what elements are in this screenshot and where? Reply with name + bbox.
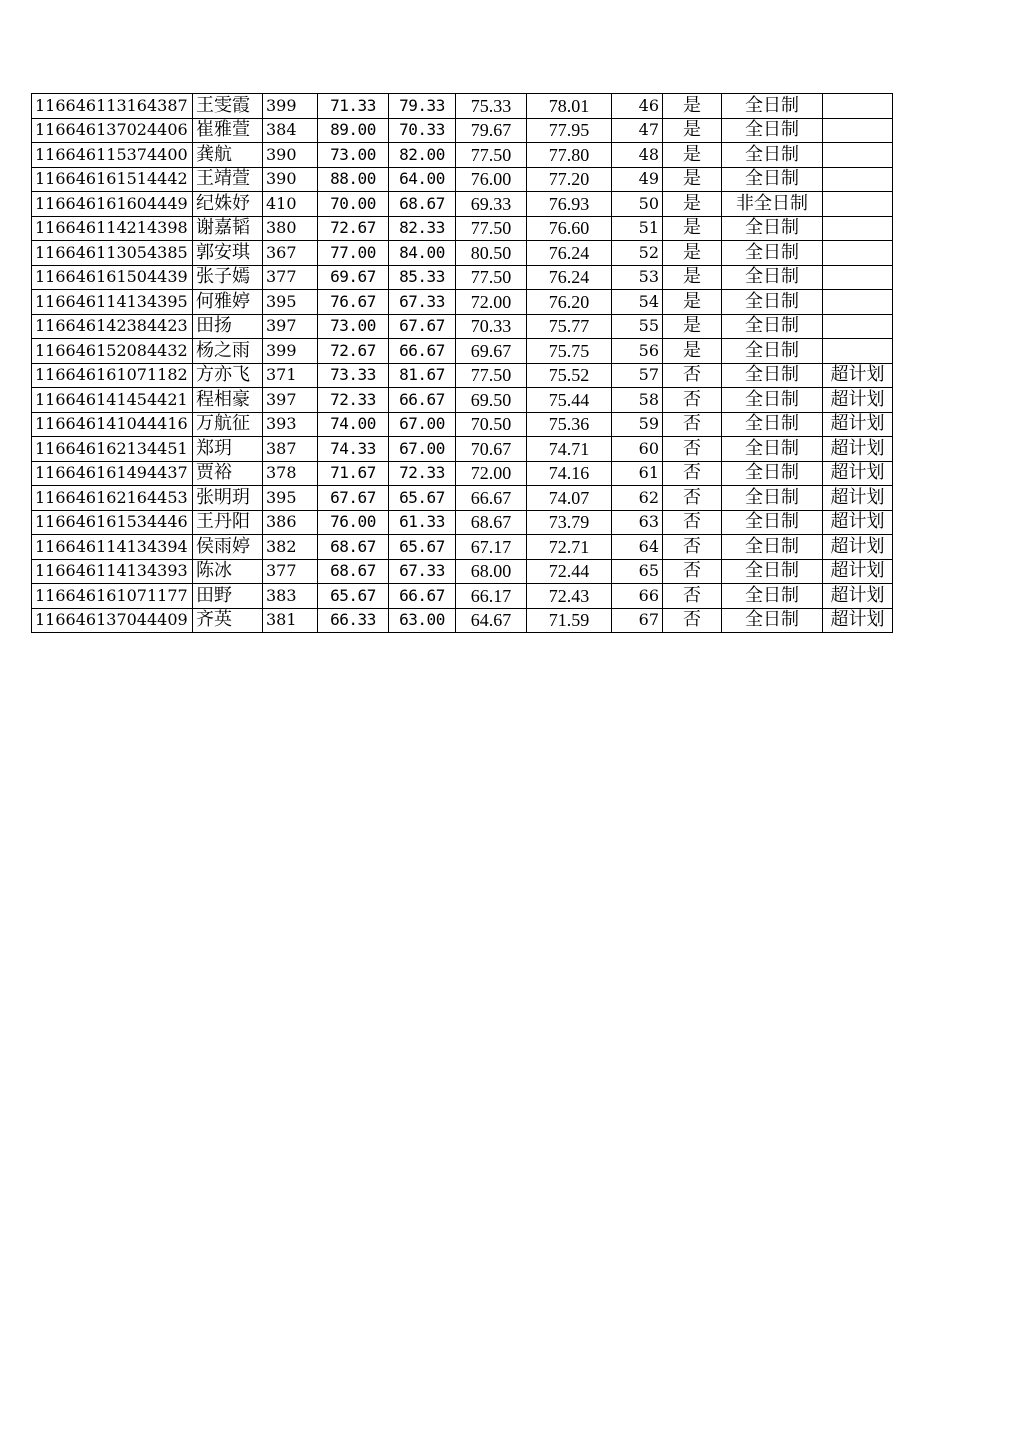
initial-score-cell: 384 [263, 118, 318, 143]
rank-cell: 55 [612, 314, 663, 339]
initial-score-cell: 381 [263, 608, 318, 633]
retest-score-2-cell: 66.67 [389, 584, 456, 609]
retest-average-cell: 67.17 [456, 535, 527, 560]
note-cell [823, 314, 893, 339]
name-cell: 纪姝妤 [193, 192, 263, 217]
table-row [32, 94, 893, 119]
initial-score-cell: 395 [263, 290, 318, 315]
retest-score-1-cell: 65.67 [318, 584, 389, 609]
candidate-id-cell: 116646141454421 [32, 388, 193, 413]
initial-score-cell: 390 [263, 143, 318, 168]
candidate-id-cell: 116646152084432 [32, 339, 193, 364]
total-score-cell: 78.01 [527, 94, 612, 119]
retest-score-1-cell: 70.00 [318, 192, 389, 217]
retest-score-2-cell: 79.33 [389, 94, 456, 119]
study-mode-cell: 全日制 [722, 437, 823, 462]
initial-score-cell: 395 [263, 486, 318, 511]
candidate-id-cell: 116646142384423 [32, 314, 193, 339]
retest-average-cell: 68.00 [456, 559, 527, 584]
retest-score-2-cell: 82.00 [389, 143, 456, 168]
table-row [32, 143, 893, 168]
name-cell: 程相豪 [193, 388, 263, 413]
retest-average-cell: 70.50 [456, 412, 527, 437]
study-mode-cell: 全日制 [722, 265, 823, 290]
candidate-id-cell: 116646115374400 [32, 143, 193, 168]
note-cell [823, 94, 893, 119]
name-cell: 张明玥 [193, 486, 263, 511]
name-cell: 万航征 [193, 412, 263, 437]
candidate-id-cell: 116646141044416 [32, 412, 193, 437]
candidate-id-cell: 116646161504439 [32, 265, 193, 290]
initial-score-cell: 383 [263, 584, 318, 609]
retest-average-cell: 69.67 [456, 339, 527, 364]
retest-score-1-cell: 88.00 [318, 167, 389, 192]
table-row [32, 510, 893, 535]
admitted-cell: 否 [663, 486, 722, 511]
study-mode-cell: 全日制 [722, 363, 823, 388]
retest-score-2-cell: 66.67 [389, 339, 456, 364]
admitted-cell: 否 [663, 412, 722, 437]
note-cell: 超计划 [823, 535, 893, 560]
admitted-cell: 否 [663, 363, 722, 388]
total-score-cell: 74.07 [527, 486, 612, 511]
total-score-cell: 72.71 [527, 535, 612, 560]
initial-score-cell: 390 [263, 167, 318, 192]
rank-cell: 51 [612, 216, 663, 241]
retest-score-2-cell: 85.33 [389, 265, 456, 290]
name-cell: 贾裕 [193, 461, 263, 486]
total-score-cell: 72.44 [527, 559, 612, 584]
admitted-cell: 是 [663, 216, 722, 241]
retest-average-cell: 72.00 [456, 290, 527, 315]
total-score-cell: 75.52 [527, 363, 612, 388]
rank-cell: 62 [612, 486, 663, 511]
table-row [32, 241, 893, 266]
rank-cell: 61 [612, 461, 663, 486]
retest-average-cell: 66.17 [456, 584, 527, 609]
note-cell: 超计划 [823, 510, 893, 535]
study-mode-cell: 全日制 [722, 143, 823, 168]
score-table-body [32, 94, 893, 633]
note-cell: 超计划 [823, 437, 893, 462]
admitted-cell: 否 [663, 461, 722, 486]
admitted-cell: 否 [663, 608, 722, 633]
candidate-id-cell: 116646161604449 [32, 192, 193, 217]
study-mode-cell: 全日制 [722, 241, 823, 266]
rank-cell: 60 [612, 437, 663, 462]
table-row [32, 192, 893, 217]
retest-average-cell: 76.00 [456, 167, 527, 192]
initial-score-cell: 377 [263, 559, 318, 584]
rank-cell: 64 [612, 535, 663, 560]
rank-cell: 50 [612, 192, 663, 217]
retest-score-1-cell: 76.00 [318, 510, 389, 535]
retest-average-cell: 69.50 [456, 388, 527, 413]
note-cell: 超计划 [823, 608, 893, 633]
name-cell: 王雯霞 [193, 94, 263, 119]
candidate-id-cell: 116646162134451 [32, 437, 193, 462]
total-score-cell: 75.44 [527, 388, 612, 413]
study-mode-cell: 全日制 [722, 608, 823, 633]
score-table [31, 93, 893, 633]
retest-score-1-cell: 72.67 [318, 216, 389, 241]
retest-score-1-cell: 74.00 [318, 412, 389, 437]
retest-average-cell: 66.67 [456, 486, 527, 511]
rank-cell: 56 [612, 339, 663, 364]
initial-score-cell: 399 [263, 339, 318, 364]
table-row [32, 461, 893, 486]
study-mode-cell: 全日制 [722, 290, 823, 315]
note-cell: 超计划 [823, 363, 893, 388]
candidate-id-cell: 116646161514442 [32, 167, 193, 192]
retest-score-1-cell: 69.67 [318, 265, 389, 290]
retest-score-1-cell: 73.00 [318, 143, 389, 168]
candidate-id-cell: 116646113164387 [32, 94, 193, 119]
retest-average-cell: 70.67 [456, 437, 527, 462]
retest-score-2-cell: 66.67 [389, 388, 456, 413]
total-score-cell: 73.79 [527, 510, 612, 535]
candidate-id-cell: 116646161071182 [32, 363, 193, 388]
retest-average-cell: 77.50 [456, 143, 527, 168]
table-row [32, 167, 893, 192]
note-cell [823, 265, 893, 290]
total-score-cell: 72.43 [527, 584, 612, 609]
retest-score-1-cell: 71.33 [318, 94, 389, 119]
study-mode-cell: 全日制 [722, 486, 823, 511]
rank-cell: 67 [612, 608, 663, 633]
total-score-cell: 75.75 [527, 339, 612, 364]
retest-average-cell: 77.50 [456, 265, 527, 290]
total-score-cell: 74.71 [527, 437, 612, 462]
rank-cell: 58 [612, 388, 663, 413]
study-mode-cell: 全日制 [722, 314, 823, 339]
name-cell: 谢嘉韬 [193, 216, 263, 241]
rank-cell: 49 [612, 167, 663, 192]
name-cell: 王丹阳 [193, 510, 263, 535]
name-cell: 王靖萱 [193, 167, 263, 192]
candidate-id-cell: 116646113054385 [32, 241, 193, 266]
retest-score-2-cell: 67.67 [389, 314, 456, 339]
study-mode-cell: 全日制 [722, 510, 823, 535]
retest-score-1-cell: 76.67 [318, 290, 389, 315]
initial-score-cell: 378 [263, 461, 318, 486]
candidate-id-cell: 116646137044409 [32, 608, 193, 633]
total-score-cell: 75.77 [527, 314, 612, 339]
name-cell: 方亦飞 [193, 363, 263, 388]
table-row [32, 290, 893, 315]
admitted-cell: 是 [663, 143, 722, 168]
rank-cell: 52 [612, 241, 663, 266]
name-cell: 齐英 [193, 608, 263, 633]
retest-score-1-cell: 67.67 [318, 486, 389, 511]
total-score-cell: 75.36 [527, 412, 612, 437]
retest-average-cell: 77.50 [456, 363, 527, 388]
name-cell: 杨之雨 [193, 339, 263, 364]
retest-score-2-cell: 61.33 [389, 510, 456, 535]
initial-score-cell: 380 [263, 216, 318, 241]
rank-cell: 46 [612, 94, 663, 119]
retest-average-cell: 68.67 [456, 510, 527, 535]
retest-score-2-cell: 81.67 [389, 363, 456, 388]
retest-score-1-cell: 71.67 [318, 461, 389, 486]
name-cell: 田野 [193, 584, 263, 609]
note-cell [823, 241, 893, 266]
retest-score-2-cell: 63.00 [389, 608, 456, 633]
admitted-cell: 是 [663, 339, 722, 364]
total-score-cell: 76.20 [527, 290, 612, 315]
table-row [32, 363, 893, 388]
note-cell: 超计划 [823, 559, 893, 584]
name-cell: 陈冰 [193, 559, 263, 584]
total-score-cell: 77.80 [527, 143, 612, 168]
total-score-cell: 74.16 [527, 461, 612, 486]
admitted-cell: 是 [663, 192, 722, 217]
candidate-id-cell: 116646161534446 [32, 510, 193, 535]
admitted-cell: 是 [663, 241, 722, 266]
retest-score-2-cell: 67.33 [389, 559, 456, 584]
note-cell: 超计划 [823, 486, 893, 511]
retest-score-2-cell: 70.33 [389, 118, 456, 143]
rank-cell: 57 [612, 363, 663, 388]
name-cell: 田扬 [193, 314, 263, 339]
note-cell [823, 143, 893, 168]
candidate-id-cell: 116646114134393 [32, 559, 193, 584]
candidate-id-cell: 116646114214398 [32, 216, 193, 241]
table-row [32, 265, 893, 290]
initial-score-cell: 367 [263, 241, 318, 266]
initial-score-cell: 393 [263, 412, 318, 437]
rank-cell: 59 [612, 412, 663, 437]
retest-average-cell: 64.67 [456, 608, 527, 633]
total-score-cell: 76.93 [527, 192, 612, 217]
initial-score-cell: 399 [263, 94, 318, 119]
note-cell: 超计划 [823, 461, 893, 486]
note-cell [823, 290, 893, 315]
admitted-cell: 否 [663, 388, 722, 413]
retest-average-cell: 79.67 [456, 118, 527, 143]
initial-score-cell: 397 [263, 388, 318, 413]
retest-score-1-cell: 77.00 [318, 241, 389, 266]
admitted-cell: 否 [663, 559, 722, 584]
study-mode-cell: 全日制 [722, 412, 823, 437]
table-row [32, 559, 893, 584]
rank-cell: 48 [612, 143, 663, 168]
note-cell [823, 167, 893, 192]
candidate-id-cell: 116646161494437 [32, 461, 193, 486]
retest-score-1-cell: 68.67 [318, 535, 389, 560]
note-cell: 超计划 [823, 584, 893, 609]
table-row [32, 608, 893, 633]
study-mode-cell: 全日制 [722, 118, 823, 143]
admitted-cell: 是 [663, 167, 722, 192]
note-cell: 超计划 [823, 388, 893, 413]
admitted-cell: 是 [663, 314, 722, 339]
name-cell: 郭安琪 [193, 241, 263, 266]
admitted-cell: 否 [663, 535, 722, 560]
rank-cell: 53 [612, 265, 663, 290]
table-row [32, 437, 893, 462]
initial-score-cell: 377 [263, 265, 318, 290]
retest-average-cell: 72.00 [456, 461, 527, 486]
table-row [32, 486, 893, 511]
admitted-cell: 否 [663, 510, 722, 535]
retest-score-2-cell: 68.67 [389, 192, 456, 217]
name-cell: 侯雨婷 [193, 535, 263, 560]
admitted-cell: 否 [663, 584, 722, 609]
note-cell [823, 216, 893, 241]
initial-score-cell: 382 [263, 535, 318, 560]
table-row [32, 314, 893, 339]
rank-cell: 47 [612, 118, 663, 143]
name-cell: 龚航 [193, 143, 263, 168]
note-cell [823, 118, 893, 143]
candidate-id-cell: 116646162164453 [32, 486, 193, 511]
retest-score-1-cell: 68.67 [318, 559, 389, 584]
study-mode-cell: 全日制 [722, 167, 823, 192]
retest-score-2-cell: 82.33 [389, 216, 456, 241]
name-cell: 郑玥 [193, 437, 263, 462]
rank-cell: 63 [612, 510, 663, 535]
retest-score-1-cell: 72.33 [318, 388, 389, 413]
retest-score-1-cell: 72.67 [318, 339, 389, 364]
initial-score-cell: 371 [263, 363, 318, 388]
rank-cell: 66 [612, 584, 663, 609]
retest-score-2-cell: 65.67 [389, 535, 456, 560]
retest-score-1-cell: 74.33 [318, 437, 389, 462]
study-mode-cell: 全日制 [722, 94, 823, 119]
retest-score-2-cell: 72.33 [389, 461, 456, 486]
retest-average-cell: 77.50 [456, 216, 527, 241]
admitted-cell: 是 [663, 290, 722, 315]
note-cell [823, 339, 893, 364]
admitted-cell: 是 [663, 94, 722, 119]
retest-score-1-cell: 66.33 [318, 608, 389, 633]
study-mode-cell: 全日制 [722, 584, 823, 609]
initial-score-cell: 410 [263, 192, 318, 217]
total-score-cell: 77.95 [527, 118, 612, 143]
candidate-id-cell: 116646137024406 [32, 118, 193, 143]
admitted-cell: 是 [663, 265, 722, 290]
retest-average-cell: 80.50 [456, 241, 527, 266]
table-row [32, 118, 893, 143]
retest-score-1-cell: 73.00 [318, 314, 389, 339]
note-cell [823, 192, 893, 217]
retest-average-cell: 69.33 [456, 192, 527, 217]
name-cell: 何雅婷 [193, 290, 263, 315]
study-mode-cell: 非全日制 [722, 192, 823, 217]
retest-score-1-cell: 89.00 [318, 118, 389, 143]
study-mode-cell: 全日制 [722, 461, 823, 486]
initial-score-cell: 387 [263, 437, 318, 462]
initial-score-cell: 397 [263, 314, 318, 339]
name-cell: 崔雅萱 [193, 118, 263, 143]
study-mode-cell: 全日制 [722, 559, 823, 584]
retest-score-2-cell: 65.67 [389, 486, 456, 511]
initial-score-cell: 386 [263, 510, 318, 535]
retest-average-cell: 70.33 [456, 314, 527, 339]
retest-average-cell: 75.33 [456, 94, 527, 119]
table-row [32, 584, 893, 609]
retest-score-2-cell: 67.00 [389, 437, 456, 462]
total-score-cell: 76.24 [527, 241, 612, 266]
admitted-cell: 是 [663, 118, 722, 143]
retest-score-2-cell: 84.00 [389, 241, 456, 266]
table-row [32, 388, 893, 413]
retest-score-1-cell: 73.33 [318, 363, 389, 388]
retest-score-2-cell: 67.33 [389, 290, 456, 315]
retest-score-2-cell: 64.00 [389, 167, 456, 192]
table-row [32, 412, 893, 437]
candidate-id-cell: 116646161071177 [32, 584, 193, 609]
name-cell: 张子嫣 [193, 265, 263, 290]
note-cell: 超计划 [823, 412, 893, 437]
total-score-cell: 76.24 [527, 265, 612, 290]
total-score-cell: 71.59 [527, 608, 612, 633]
table-row [32, 216, 893, 241]
study-mode-cell: 全日制 [722, 388, 823, 413]
study-mode-cell: 全日制 [722, 339, 823, 364]
table-row [32, 339, 893, 364]
rank-cell: 54 [612, 290, 663, 315]
admitted-cell: 否 [663, 437, 722, 462]
total-score-cell: 77.20 [527, 167, 612, 192]
candidate-id-cell: 116646114134394 [32, 535, 193, 560]
retest-score-2-cell: 67.00 [389, 412, 456, 437]
candidate-id-cell: 116646114134395 [32, 290, 193, 315]
rank-cell: 65 [612, 559, 663, 584]
study-mode-cell: 全日制 [722, 216, 823, 241]
table-row [32, 535, 893, 560]
total-score-cell: 76.60 [527, 216, 612, 241]
study-mode-cell: 全日制 [722, 535, 823, 560]
